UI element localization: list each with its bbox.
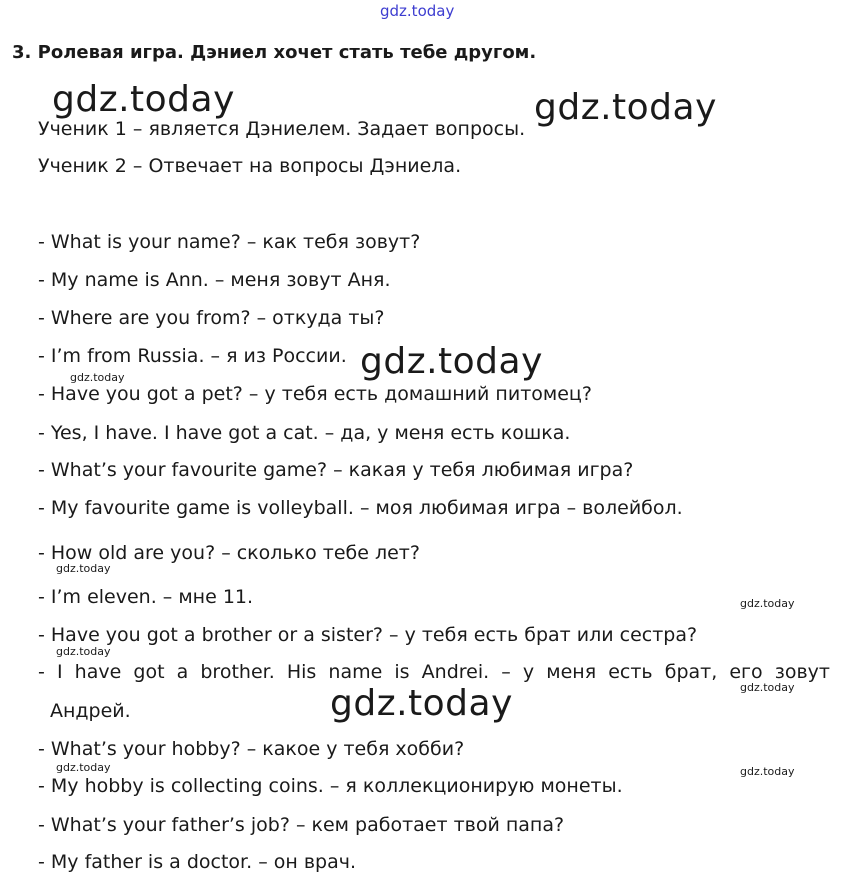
watermark-small: gdz.today [56, 761, 111, 774]
watermark-small: gdz.today [56, 562, 111, 575]
dialogue-line: - I have got a brother. His name is Andrei. – у меня есть брат, его зовут [38, 661, 830, 683]
watermark-small: gdz.today [56, 645, 111, 658]
intro-line: Ученик 2 – Отвечает на вопросы Дэниела. [38, 155, 462, 177]
exercise-title: 3. Ролевая игра. Дэниел хочет стать тебе другом. [12, 42, 537, 63]
dialogue-line-continuation: Андрей. [50, 700, 131, 722]
dialogue-line: - I’m eleven. – мне 11. [38, 586, 254, 608]
intro-line: Ученик 1 – является Дэниелем. Задает вопросы. [38, 118, 526, 140]
watermark-large: gdz.today [330, 683, 513, 724]
dialogue-line: - Have you got a brother or a sister? – у тебя есть брат или сестра? [38, 624, 698, 646]
dialogue-line: - What is your name? – как тебя зовут? [38, 231, 421, 253]
dialogue-line: - My father is a doctor. – он врач. [38, 851, 356, 873]
dialogue-line: - What’s your father’s job? – кем работает твой папа? [38, 814, 565, 836]
watermark-small: gdz.today [740, 765, 795, 778]
dialogue-line: - What’s your favourite game? – какая у тебя любимая игра? [38, 459, 634, 481]
dialogue-line: - Yes, I have. I have got a cat. – да, у меня есть кошка. [38, 422, 571, 444]
dialogue-line: - My name is Ann. – меня зовут Аня. [38, 269, 391, 291]
watermark-small: gdz.today [740, 597, 795, 610]
watermark-small: gdz.today [70, 371, 125, 384]
watermark-large: gdz.today [360, 341, 543, 382]
dialogue-line: - I’m from Russia. – я из России. [38, 345, 347, 367]
dialogue-line: - My favourite game is volleyball. – моя любимая игра – волейбол. [38, 497, 683, 519]
watermark-small: gdz.today [740, 681, 795, 694]
watermark-top: gdz.today [380, 2, 455, 20]
dialogue-line: - How old are you? – сколько тебе лет? [38, 542, 420, 564]
dialogue-line: - Have you got a pet? – у тебя есть домашний питомец? [38, 383, 592, 405]
watermark-large: gdz.today [534, 87, 717, 128]
watermark-large: gdz.today [52, 79, 235, 120]
dialogue-line: - Where are you from? – откуда ты? [38, 307, 385, 329]
dialogue-line: - What’s your hobby? – какое у тебя хобби? [38, 738, 465, 760]
dialogue-line: - My hobby is collecting coins. – я коллекционирую монеты. [38, 775, 623, 797]
